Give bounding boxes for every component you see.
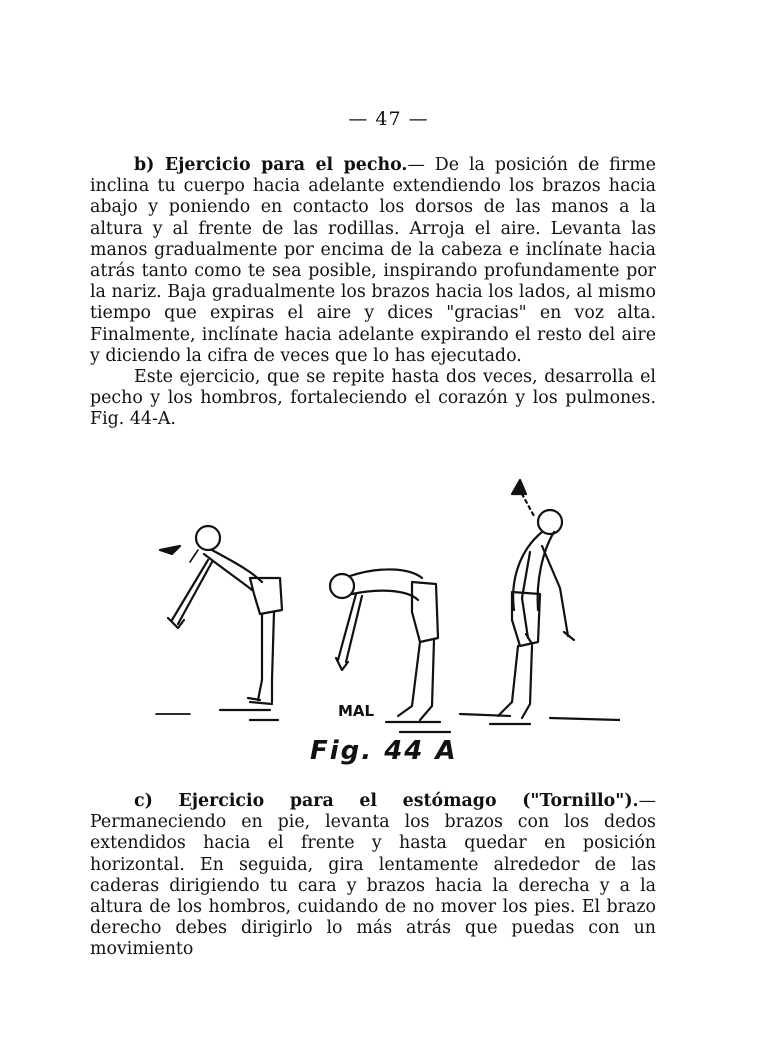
page-number: — 47 — [348,108,429,130]
section-c-body-1: — Permaneciendo en pie, levanta los brazos con los dedos extendidos hacia el frente y hasta quedar en posición horizontal. En seguida, gira lentamente alrededor de las caderas dirigiendo tu cara y brazos hacia la derecha y a la altura de los hombros, cuidando de no mover los pies. El brazo derecho debes dirigirlo lo más atrás que puedas con un movimiento [90,791,656,960]
figure-caption: Fig. 44 A [310,736,458,766]
section-c-paragraph-1 [90,791,656,961]
section-b-heading: b) Ejercicio para el pecho. [134,155,408,175]
exercise-illustration [150,470,620,780]
section-c [90,791,656,961]
exercise-figure [150,470,620,780]
section-b [90,155,656,431]
figure-back-bend [460,480,620,724]
figure-forward-bend [156,526,282,720]
section-b-paragraph-1 [90,155,656,367]
section-b-body-1: — De la posición de firme inclina tu cuerpo hacia adelante extendiendo los brazos hacia abajo y poniendo en contacto los dorsos de las manos a la altura y al frente de las rodillas. Arroja el aire. Levanta las manos gradualmente por encima de la cabeza e inclínate hacia atrás tanto como te sea posible, inspirando profundamente por la nariz. Baja gradualmente los brazos hacia los lados, al mismo tiempo que expiras el aire y dices "gracias" en voz alta. Finalmente, inclínate hacia adelante expirando el resto del aire y diciendo la cifra de veces que lo has ejecutado. [90,155,656,366]
wrong-form-label: MAL [338,702,375,720]
section-c-heading: c) Ejercicio para el estómago ("Tornillo"). [134,791,639,811]
section-b-paragraph-2: Este ejercicio, que se repite hasta dos veces, desarrolla el pecho y los hombros, fortaleciendo el corazón y los pulmones. Fig. 44-A. [90,367,656,430]
